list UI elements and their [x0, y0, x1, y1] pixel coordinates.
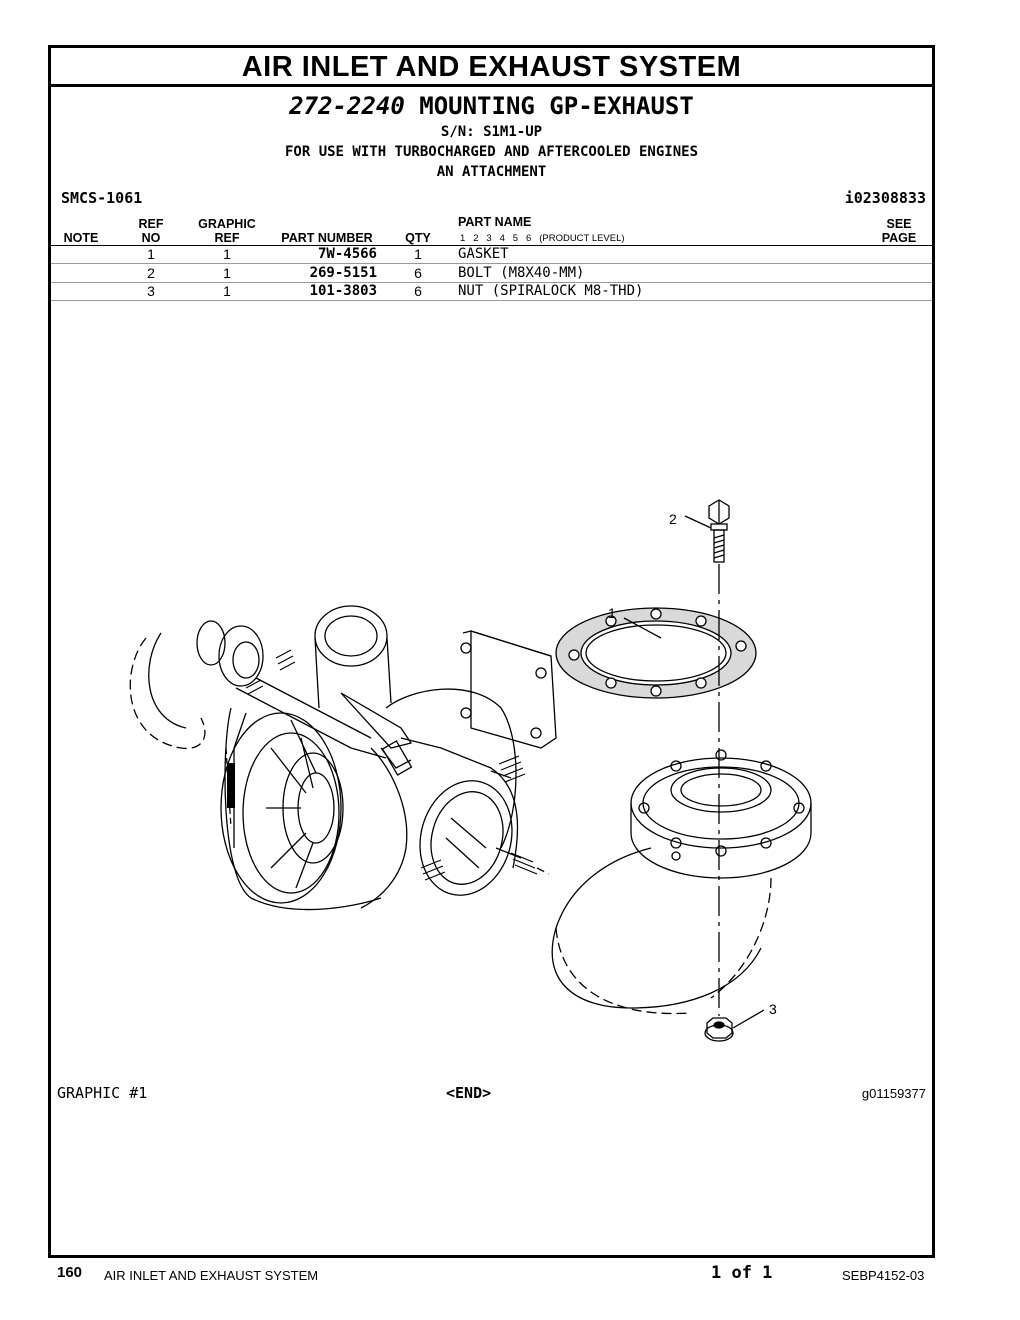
header-see-bottom: PAGE	[881, 231, 917, 245]
cell-qty: 1	[414, 246, 422, 262]
cell-part-name: GASKET	[458, 246, 509, 262]
smcs-code: SMCS-1061	[61, 189, 143, 207]
callout-leader-2	[685, 516, 711, 528]
end-marker: <END>	[446, 1084, 492, 1102]
cell-ref-no: 3	[147, 283, 155, 299]
group-name: MOUNTING GP-EXHAUST	[419, 92, 694, 120]
page-count: 1 of 1	[711, 1263, 773, 1283]
cell-graphic-ref: 1	[223, 283, 231, 299]
callout-1: 1	[608, 605, 616, 621]
callout-leader-3	[733, 1010, 764, 1028]
document-id: i02308833	[844, 189, 926, 207]
section-title: AIR INLET AND EXHAUST SYSTEM	[51, 48, 932, 87]
exploded-parts-illustration	[51, 48, 932, 1255]
callout-2: 2	[669, 511, 677, 527]
cell-part-number: 269-5151	[309, 265, 377, 281]
nut-drawing	[705, 1018, 733, 1041]
graphic-id: g01159377	[861, 1086, 926, 1101]
cell-part-name: BOLT (M8X40-MM)	[458, 265, 585, 281]
header-product-levels: 1 2 3 4 5 6 (PRODUCT LEVEL)	[460, 233, 625, 244]
header-part-name: PART NAME	[458, 215, 532, 229]
group-part-number: 272-2240	[289, 92, 405, 120]
exhaust-elbow-drawing	[552, 750, 811, 1014]
callout-3: 3	[769, 1001, 777, 1017]
cell-ref-no: 2	[147, 265, 155, 281]
cell-part-name: NUT (SPIRALOCK M8-THD)	[458, 283, 644, 299]
usage-note: FOR USE WITH TURBOCHARGED AND AFTERCOOLED ENGINES	[284, 144, 698, 160]
bolt-drawing	[709, 500, 729, 562]
header-graphic-top: GRAPHIC	[198, 217, 256, 231]
cell-qty: 6	[414, 283, 422, 299]
gasket-drawing	[556, 608, 756, 698]
page-number: 160	[57, 1264, 83, 1281]
cell-part-number: 7W-4566	[317, 246, 377, 262]
header-qty: QTY	[405, 231, 431, 245]
publication-number: SEBP4152-03	[842, 1268, 925, 1283]
footer-title: AIR INLET AND EXHAUST SYSTEM	[104, 1268, 319, 1283]
header-ref-top: REF	[138, 217, 164, 231]
serial-number: S/N: S1M1-UP	[440, 124, 543, 140]
header-graphic-bottom: REF	[214, 231, 240, 245]
page-frame	[48, 45, 935, 1258]
header-see-top: SEE	[886, 217, 912, 231]
cell-part-number: 101-3803	[309, 283, 377, 299]
attachment-note: AN ATTACHMENT	[436, 164, 547, 180]
cell-graphic-ref: 1	[223, 265, 231, 281]
cell-ref-no: 1	[147, 246, 155, 262]
turbocharger-drawing	[130, 606, 556, 910]
cell-graphic-ref: 1	[223, 246, 231, 262]
alignment-line-turbo	[537, 868, 549, 874]
cell-qty: 6	[414, 265, 422, 281]
header-part-number: PART NUMBER	[281, 231, 373, 245]
header-ref-bottom: NO	[141, 231, 161, 245]
graphic-label: GRAPHIC #1	[57, 1084, 148, 1102]
header-note: NOTE	[63, 231, 99, 245]
